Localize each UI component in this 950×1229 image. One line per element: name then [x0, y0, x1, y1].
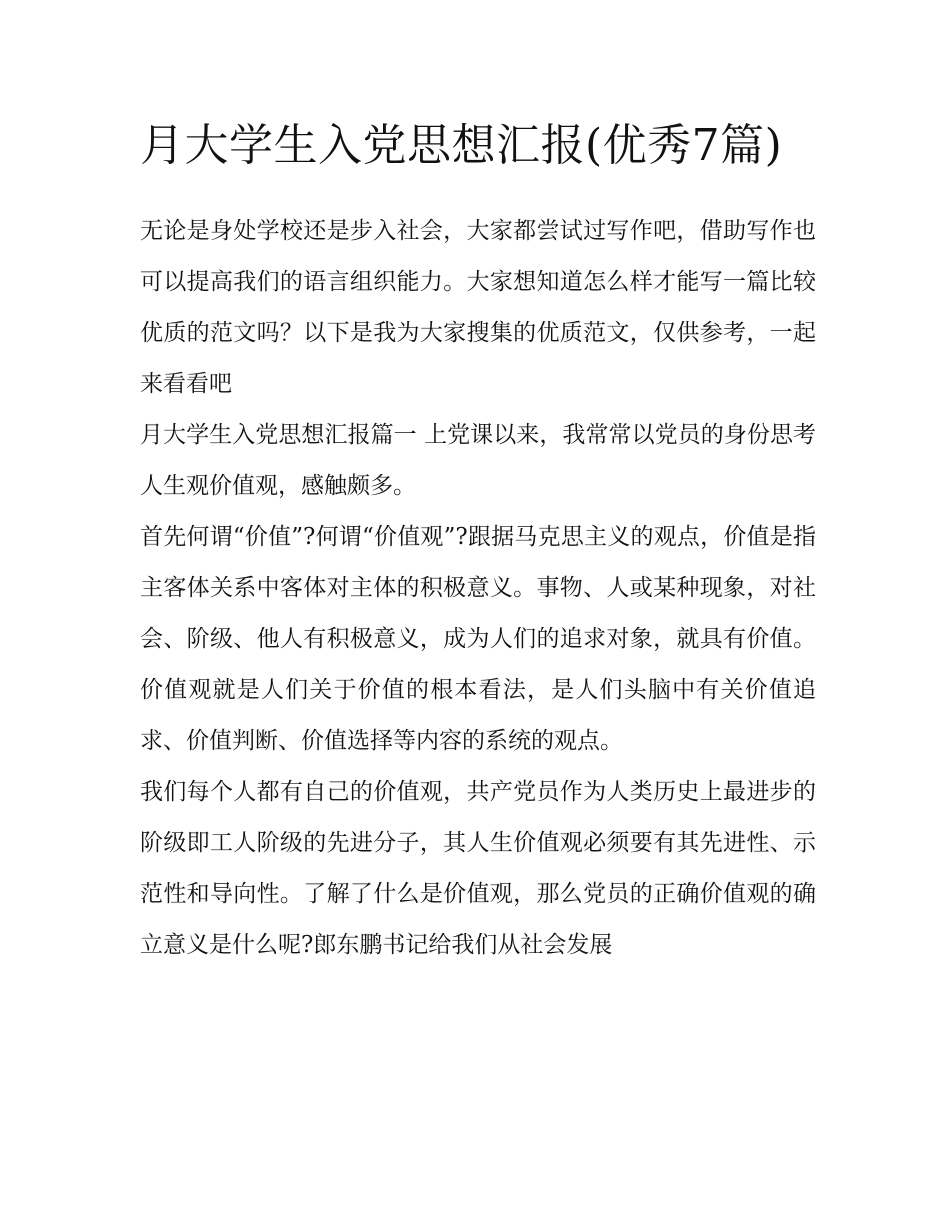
paragraph-value-definition: 首先何谓“价值”?何谓“价值观”?跟据马克思主义的观点，价值是指主客体关系中客体对主体的积极意义。事物、人或某种现象，对社会、阶级、他人有积极意义，成为人们的追求对象，就具有价值。价值观就是人们关于价值的根本看法，是人们头脑中有关价值追求、价值判断、价值选择等内容的系统的观点。	[140, 524, 816, 754]
document-title: 月大学生入党思想汇报(优秀7篇)	[140, 120, 783, 171]
paragraph-intro: 无论是身处学校还是步入社会，大家都尝试过写作吧，借助写作也可以提高我们的语言组织能力。大家想知道怎么样才能写一篇比较优质的范文吗？以下是我为大家搜集的优质范文，仅供参考，一起来看看吧	[140, 218, 816, 397]
paragraph-party-member-values: 我们每个人都有自己的价值观，共产党员作为人类历史上最进步的阶级即工人阶级的先进分子，其人生价值观必须要有其先进性、示范性和导向性。了解了什么是价值观，那么党员的正确价值观的确立意义是什么呢?郎东鹏书记给我们从社会发展	[140, 779, 816, 958]
paragraph-section-one: 月大学生入党思想汇报篇一 上党课以来，我常常以党员的身份思考人生观价值观，感触颇多。	[140, 422, 816, 499]
document-page	[140, 108, 816, 971]
